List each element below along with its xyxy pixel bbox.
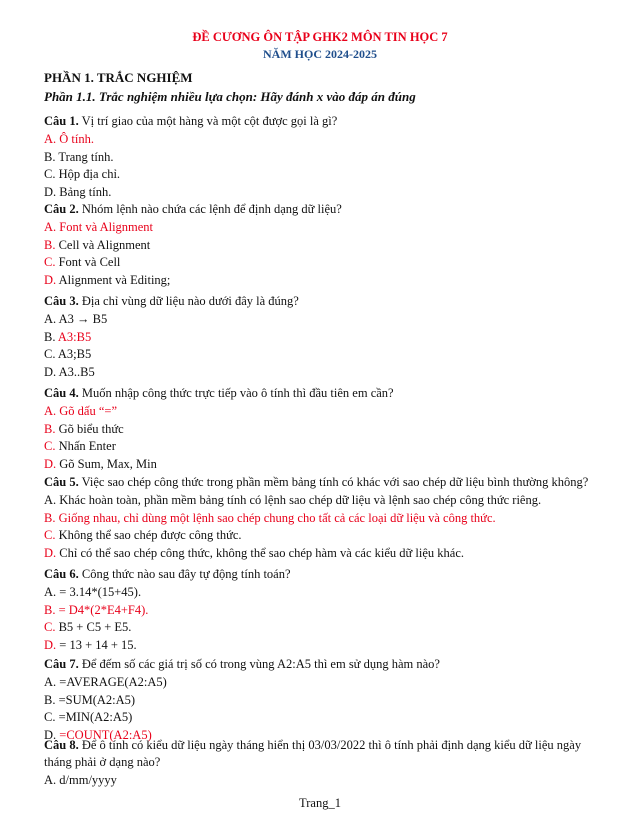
option-text: = D4*(2*E4+F4).: [55, 602, 149, 617]
question-text: Công thức nào sau đây tự động tính toán?: [78, 567, 291, 581]
option-label: C.: [44, 620, 56, 634]
option-label: D.: [44, 727, 57, 742]
answer-option: [44, 527, 604, 545]
answer-option: [44, 510, 604, 528]
option-text: =MIN(A2:A5): [55, 710, 133, 724]
option-text: Nhấn Enter: [55, 439, 116, 453]
question-text: Để ô tính có kiểu dữ liệu ngày tháng hiển thị 03/03/2022 thì ô tính phải định dạng kiểu dữ liệu ngày tháng phải ở dạng nào?: [44, 738, 582, 769]
option-label: D.: [44, 637, 57, 652]
question-7: [44, 656, 604, 744]
option-text: Alignment và Editing;: [56, 272, 171, 287]
option-text: Gõ dấu “=”: [56, 404, 118, 418]
question-stem: [44, 201, 604, 218]
question-text: Nhóm lệnh nào chứa các lệnh để định dạng dữ liệu?: [78, 202, 342, 216]
option-text: Khác hoàn toàn, phần mềm bảng tính có lệnh sao chép dữ liệu và lệnh sao chép công thức riêng.: [56, 493, 542, 507]
answer-option: [44, 131, 604, 149]
option-label: A.: [44, 675, 57, 689]
answer-option: [44, 421, 604, 439]
answer-option: [44, 602, 604, 620]
answer-option: [44, 584, 604, 602]
option-text: A3:B5: [55, 329, 92, 344]
question-number: Câu 7.: [44, 657, 79, 671]
document-title: ĐỀ CƯƠNG ÔN TẬP GHK2 MÔN TIN HỌC 7: [192, 30, 448, 44]
option-label: B.: [44, 602, 56, 617]
option-text: = 3.14*(15+45).: [56, 585, 142, 599]
option-label: B.: [44, 692, 56, 707]
answer-option: [44, 237, 604, 255]
question-number: Câu 4.: [44, 386, 79, 400]
question-text: Muốn nhập công thức trực tiếp vào ô tính thì đầu tiên em cần?: [78, 386, 394, 400]
option-text: Chỉ có thể sao chép công thức, không thể sao chép hàm và các kiểu dữ liệu khác.: [56, 545, 465, 560]
answer-option: [44, 492, 604, 510]
option-text: Hộp địa chỉ.: [55, 167, 121, 181]
option-text: Giống nhau, chỉ dùng một lệnh sao chép chung cho tất cả các loại dữ liệu và công thức.: [55, 510, 496, 525]
answer-option: [44, 403, 604, 421]
answer-option: [44, 772, 604, 790]
question-text: Việc sao chép công thức trong phần mềm bảng tính có khác với sao chép dữ liệu bình thường không?: [78, 475, 589, 489]
question-number: Câu 6.: [44, 567, 79, 581]
option-text: =COUNT(A2:A5): [56, 727, 152, 742]
option-label: B.: [44, 237, 56, 252]
option-text: Không thể sao chép được công thức.: [55, 528, 242, 542]
answer-option: [44, 619, 604, 637]
answer-option: [44, 674, 604, 692]
option-label: B.: [44, 149, 56, 164]
question-text: Vị trí giao của một hàng và một cột được gọi là gì?: [78, 114, 338, 128]
option-label: D.: [44, 456, 57, 471]
question-text: Địa chỉ vùng dữ liệu nào dưới đây là đúng?: [78, 294, 299, 308]
option-label: B.: [44, 510, 56, 525]
option-label: A.: [44, 132, 57, 146]
question-stem: [44, 566, 604, 583]
option-text: Trang tính.: [55, 149, 114, 164]
option-label: A.: [44, 220, 57, 234]
option-text: Font và Alignment: [56, 220, 154, 234]
option-label: C.: [44, 439, 56, 453]
option-text: Font và Cell: [55, 255, 121, 269]
option-label: C.: [44, 347, 56, 361]
option-text: Ô tính.: [56, 132, 95, 146]
question-number: Câu 3.: [44, 294, 79, 308]
answer-option: [44, 438, 604, 456]
option-label: A.: [44, 493, 57, 507]
option-text: Bảng tính.: [56, 184, 112, 199]
option-label: D.: [44, 364, 57, 379]
question-stem: [44, 113, 604, 130]
question-2: [44, 201, 604, 289]
question-8: [44, 737, 604, 790]
answer-option: [44, 545, 604, 563]
option-text: B5 + C5 + E5.: [55, 620, 132, 634]
answer-option: [44, 346, 604, 364]
question-number: Câu 1.: [44, 114, 79, 128]
question-text: Để đếm số các giá trị số có trong vùng A2:A5 thì em sử dụng hàm nào?: [78, 657, 440, 671]
subsection-heading: Phần 1.1. Trắc nghiệm nhiều lựa chọn: Hãy đánh x vào đáp án đúng: [44, 89, 416, 104]
question-1: [44, 113, 604, 201]
option-label: A.: [44, 773, 57, 787]
question-number: Câu 8.: [44, 738, 79, 752]
option-label: C.: [44, 710, 56, 724]
section-heading: PHẦN 1. TRẮC NGHIỆM: [44, 70, 193, 85]
option-label: B.: [44, 421, 56, 436]
answer-option: [44, 456, 604, 474]
option-text: Gõ Sum, Max, Min: [56, 456, 157, 471]
option-text: Cell và Alignment: [55, 237, 151, 252]
question-stem: [44, 474, 604, 491]
option-label: A.: [44, 404, 57, 418]
question-5: [44, 474, 604, 562]
school-year: NĂM HỌC 2024-2025: [263, 47, 377, 61]
answer-option: [44, 692, 604, 710]
question-number: Câu 2.: [44, 202, 79, 216]
option-label: D.: [44, 272, 57, 287]
option-text: A3 → B5: [56, 312, 108, 326]
question-6: [44, 566, 604, 654]
answer-option: [44, 637, 604, 655]
answer-option: [44, 149, 604, 167]
question-3: [44, 293, 604, 381]
question-number: Câu 5.: [44, 475, 79, 489]
option-label: D.: [44, 545, 57, 560]
question-stem: [44, 737, 604, 771]
option-label: A.: [44, 585, 57, 599]
option-label: A.: [44, 312, 57, 326]
page-footer: Trang_1: [299, 796, 341, 810]
option-text: =AVERAGE(A2:A5): [56, 675, 167, 689]
answer-option: [44, 219, 604, 237]
question-stem: [44, 656, 604, 673]
answer-option: [44, 311, 604, 329]
option-text: A3..B5: [56, 364, 95, 379]
option-text: d/mm/yyyy: [56, 773, 117, 787]
answer-option: [44, 184, 604, 202]
option-text: =SUM(A2:A5): [55, 692, 136, 707]
question-stem: [44, 293, 604, 310]
option-label: C.: [44, 167, 56, 181]
option-text: = 13 + 14 + 15.: [56, 637, 137, 652]
answer-option: [44, 272, 604, 290]
answer-option: [44, 166, 604, 184]
option-label: B.: [44, 329, 56, 344]
option-label: D.: [44, 184, 57, 199]
option-label: C.: [44, 528, 56, 542]
answer-option: [44, 254, 604, 272]
answer-option: [44, 709, 604, 727]
question-4: [44, 385, 604, 473]
answer-option: [44, 329, 604, 347]
option-text: A3;B5: [55, 347, 92, 361]
option-label: C.: [44, 255, 56, 269]
question-stem: [44, 385, 604, 402]
answer-option: [44, 364, 604, 382]
option-text: Gõ biểu thức: [55, 421, 124, 436]
